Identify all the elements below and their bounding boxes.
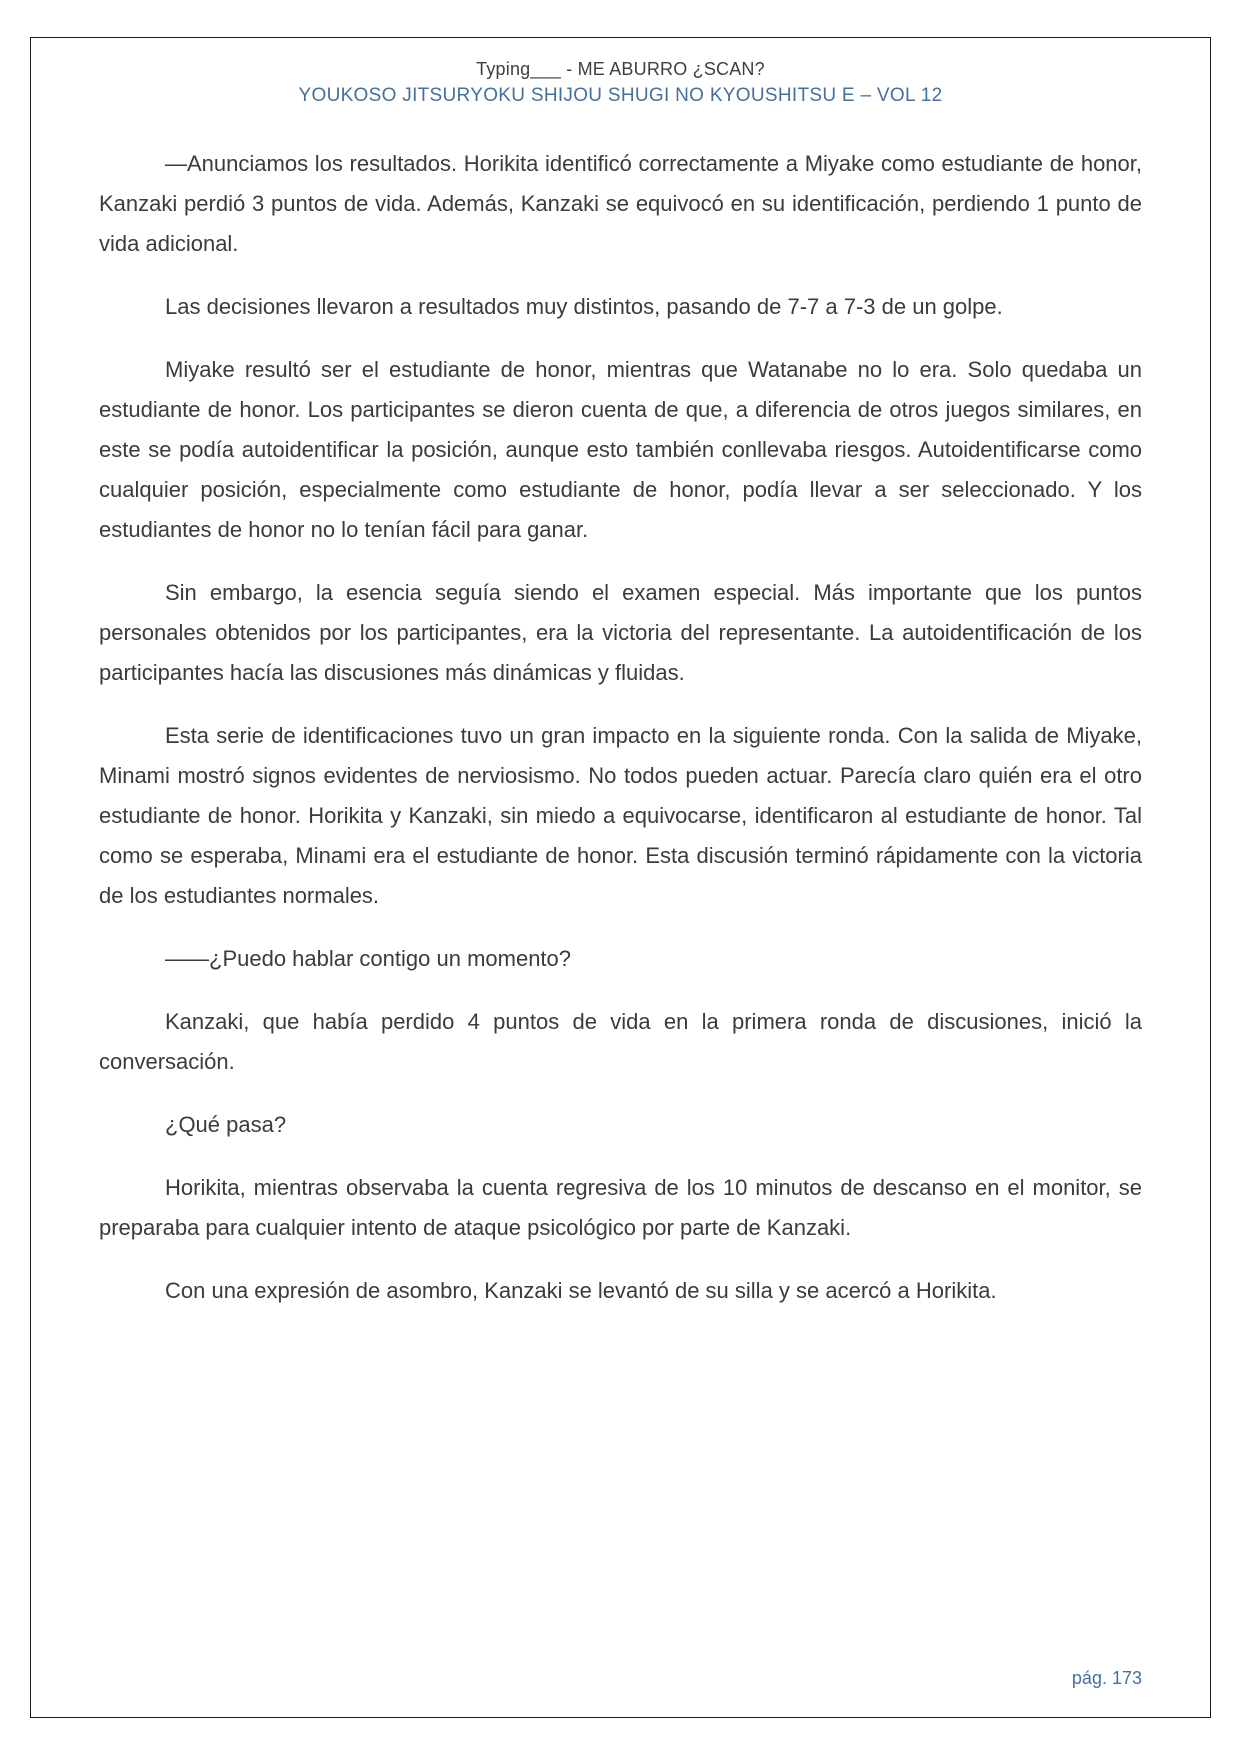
paragraph-dialogue: ——¿Puedo hablar contigo un momento?: [165, 946, 572, 971]
header-title-line: Typing___ - ME ABURRO ¿SCAN?: [476, 59, 765, 79]
header-volume-line: YOUKOSO JITSURYOKU SHIJOU SHUGI NO KYOUSHITSU E – VOL 12: [298, 85, 943, 106]
page-border-frame: [30, 37, 1211, 1718]
paragraph: Sin embargo, la esencia seguía siendo el examen especial. Más importante que los puntos personales obtenidos por los participantes, era la victoria del representante. La autoidentificación de los participantes hacía las discusiones más dinámicas y fluidas.: [99, 580, 1142, 685]
paragraph-dialogue: ¿Qué pasa?: [165, 1112, 287, 1137]
page: [31, 38, 1210, 1717]
paragraph: Miyake resultó ser el estudiante de honor, mientras que Watanabe no lo era. Solo quedaba un estudiante de honor. Los participantes se dieron cuenta de que, a diferencia de otros juegos similares, en este se podía autoidentificar la posición, aunque esto también conllevaba riesgos. Autoidentificarse como cualquier posición, especialmente como estudiante de honor, podía llevar a ser seleccionado. Y los estudiantes de honor no lo tenían fácil para ganar.: [99, 357, 1142, 542]
paragraph: Las decisiones llevaron a resultados muy distintos, pasando de 7-7 a 7-3 de un golpe.: [165, 294, 1003, 319]
document-header: [99, 56, 1142, 110]
page-body: [99, 144, 1142, 1311]
paragraph: —Anunciamos los resultados. Horikita identificó correctamente a Miyake como estudiante de honor, Kanzaki perdió 3 puntos de vida. Además, Kanzaki se equivocó en su identificación, perdiendo 1 punto de vida adicional.: [99, 151, 1142, 256]
page-number: pág. 173: [1071, 1668, 1142, 1688]
paragraph: Con una expresión de asombro, Kanzaki se levantó de su silla y se acercó a Horikita.: [165, 1278, 997, 1303]
paragraph: Esta serie de identificaciones tuvo un gran impacto en la siguiente ronda. Con la salida de Miyake, Minami mostró signos evidentes de nerviosismo. No todos pueden actuar. Parecía claro quién era el otro estudiante de honor. Horikita y Kanzaki, sin miedo a equivocarse, identificaron al estudiante de honor. Tal como se esperaba, Minami era el estudiante de honor. Esta discusión terminó rápidamente con la victoria de los estudiantes normales.: [99, 723, 1142, 908]
paragraph: Horikita, mientras observaba la cuenta regresiva de los 10 minutos de descanso en el monitor, se preparaba para cualquier intento de ataque psicológico por parte de Kanzaki.: [99, 1175, 1142, 1240]
paragraph: Kanzaki, que había perdido 4 puntos de vida en la primera ronda de discusiones, inició la conversación.: [99, 1009, 1142, 1074]
